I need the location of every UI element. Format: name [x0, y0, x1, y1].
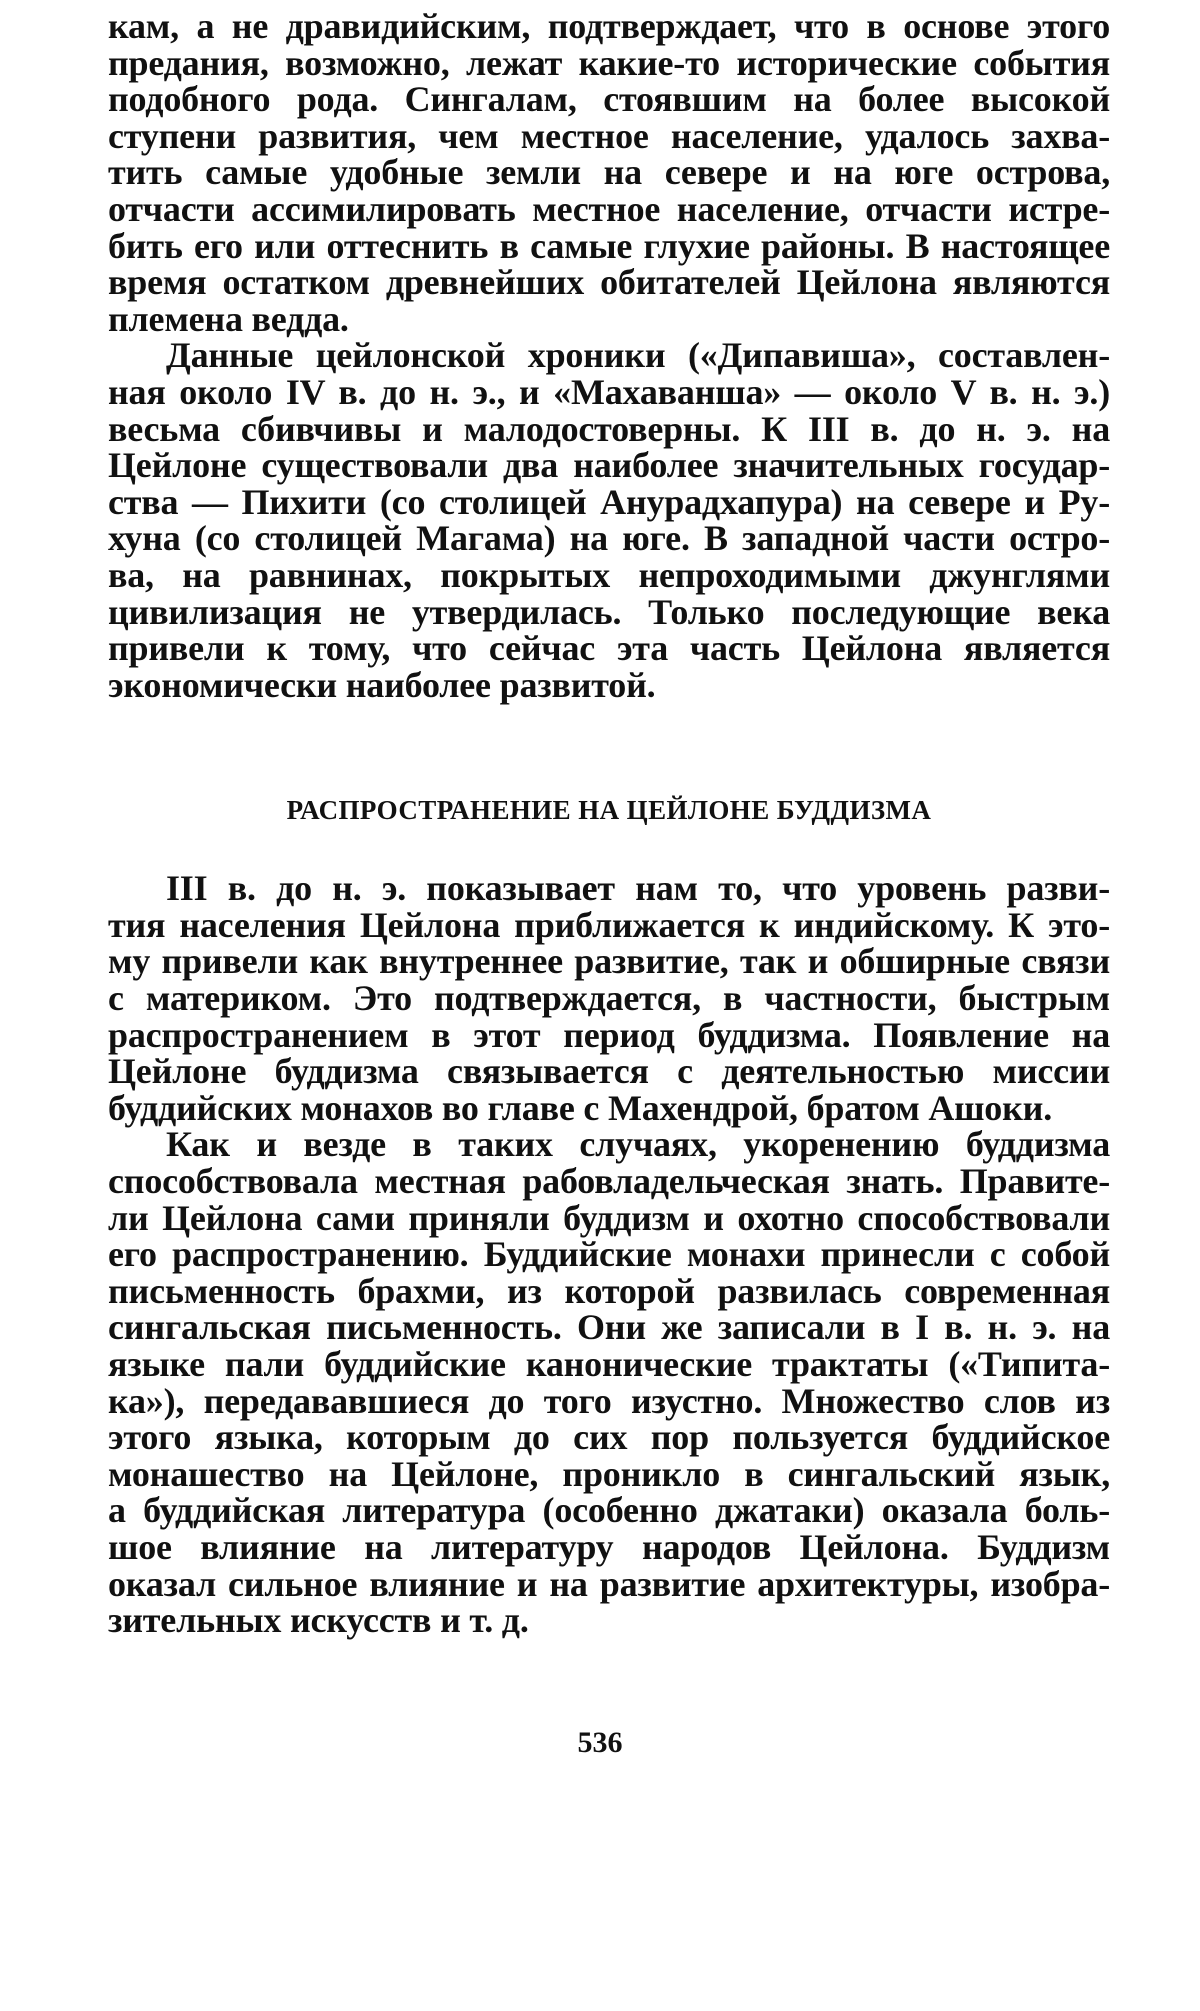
text-line: языке пали буддийские канонические трактаты («Типита-: [108, 1344, 1110, 1384]
text-line: зительных искусств и т. д.: [108, 1600, 529, 1641]
text-line: отчасти ассимилировать местное население, отчасти истре-: [108, 188, 1110, 229]
text-line: его распространению. Буддийские монахи принесли с собой: [108, 1234, 1110, 1275]
text-line: ли Цейлона сами приняли буддизм и охотно способствовали: [108, 1197, 1110, 1238]
book-page: [108, 8, 1110, 1639]
text-line: шое влияние на литературу народов Цейлона. Буддизм: [108, 1526, 1110, 1567]
text-line: оказал сильное влияние и на развитие архитектуры, изобра-: [108, 1563, 1110, 1604]
text-line: подобного рода. Сингалам, стоявшим на более высокой: [108, 79, 1110, 120]
text-line: ва, на равнинах, покрытых непроходимыми джунглями: [108, 554, 1110, 595]
text-line: время остатком древнейших обитателей Цейлона являются: [108, 262, 1110, 303]
text-line: этого языка, которым до сих пор пользуется буддийское: [108, 1417, 1110, 1458]
text-block-top: [108, 8, 1110, 703]
text-line: кам, а не дравидийским, подтверждает, что в основе этого: [108, 6, 1110, 46]
text-line: племена ведда.: [108, 298, 349, 339]
text-line: письменность брахми, из которой развилась современная: [108, 1270, 1110, 1311]
text-line: бить его или оттеснить в самые глухие районы. В настоящее: [108, 225, 1110, 266]
text-line: ка»), передававшиеся до того изустно. Множество слов из: [108, 1380, 1110, 1421]
text-line: привели к тому, что сейчас эта часть Цейлона является: [108, 628, 1110, 669]
text-line: Цейлоне буддизма связывается с деятельностью миссии: [108, 1051, 1110, 1092]
text-line: распространением в этот период буддизма. Появление на: [108, 1014, 1110, 1055]
text-line: Как и везде в таких случаях, укоренению буддизма: [166, 1124, 1110, 1165]
text-line: ства — Пихити (со столицей Анурадхапура) на севере и Ру-: [108, 481, 1110, 522]
text-line: тия населения Цейлона приближается к индийскому. К это-: [108, 904, 1110, 945]
text-line: с материком. Это подтверждается, в частности, быстрым: [108, 978, 1110, 1019]
paragraph: [108, 870, 1110, 1126]
text-line: тить самые удобные земли на севере и на юге острова,: [108, 152, 1110, 193]
text-line: весьма сбивчивы и малодостоверны. К III в. до н. э. на: [108, 408, 1110, 449]
text-line: Цейлоне существовали два наиболее значительных государ-: [108, 445, 1110, 486]
text-line: предания, возможно, лежат какие-то исторические события: [108, 42, 1110, 83]
text-line: ступени развития, чем местное население, удалось захва-: [108, 115, 1110, 156]
text-line: III в. до н. э. показывает нам то, что уровень разви-: [166, 868, 1110, 909]
text-line: способствовала местная рабовладельческая знать. Правите-: [108, 1161, 1110, 1202]
paragraph: [108, 337, 1110, 703]
text-line: сингальская письменность. Они же записали в I в. н. э. на: [108, 1307, 1110, 1348]
text-line: буддийских монахов во главе с Махендрой, братом Ашоки.: [108, 1087, 1052, 1128]
text-line: ная около IV в. до н. э., и «Махаванша» — около V в. н. э.): [108, 371, 1110, 412]
paragraph: [108, 1124, 1110, 1641]
text-line: хуна (со столицей Магама) на юге. В западной части остро-: [108, 518, 1110, 559]
text-line: монашество на Цейлоне, проникло в сингальский язык,: [108, 1453, 1110, 1494]
section-heading: РАСПРОСТРАНЕНИЕ НА ЦЕЙЛОНЕ БУДДИЗМА: [286, 795, 932, 826]
text-line: а буддийская литература (особенно джатаки) оказала боль-: [108, 1490, 1110, 1531]
text-line: Данные цейлонской хроники («Дипавиша», составлен-: [166, 335, 1110, 376]
paragraph: [108, 8, 1110, 337]
text-line: экономически наиболее развитой.: [108, 664, 656, 705]
page-number: 536: [577, 1726, 623, 1759]
text-line: му привели как внутреннее развитие, так и обширные связи: [108, 941, 1110, 982]
text-block-bottom: [108, 868, 1110, 1641]
text-line: цивилизация не утвердилась. Только последующие века: [108, 591, 1110, 632]
